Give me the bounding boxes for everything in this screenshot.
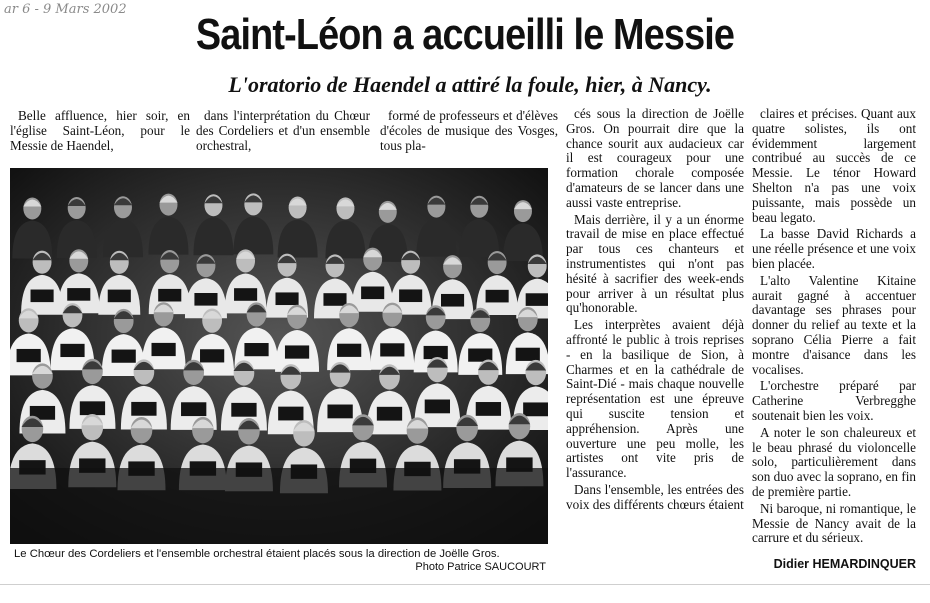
photo-caption: Le Chœur des Cordeliers et l'ensemble orchestral étaient placés sous la direction de Joëlle Gros. bbox=[14, 548, 500, 560]
paragraph: La basse David Richards a une réelle présence et une voix bien placée. bbox=[752, 226, 916, 271]
music-folder bbox=[231, 403, 256, 417]
music-folder bbox=[486, 290, 509, 303]
music-folder bbox=[441, 294, 464, 307]
music-folder bbox=[278, 407, 303, 421]
music-folder bbox=[17, 349, 41, 362]
music-folder bbox=[108, 290, 131, 303]
headline: Saint-Léon a accueilli le Messie bbox=[195, 10, 735, 59]
music-folder bbox=[244, 343, 268, 356]
music-folder bbox=[526, 293, 548, 306]
divider bbox=[0, 584, 930, 585]
article-column-5 bbox=[752, 107, 916, 546]
music-folder bbox=[152, 343, 176, 356]
photo-credit: Photo Patrice SAUCOURT bbox=[415, 561, 546, 573]
music-folder bbox=[67, 288, 90, 301]
choir-photo bbox=[10, 168, 548, 544]
author-signature: Didier HEMARDINQUER bbox=[773, 557, 916, 571]
music-folder bbox=[476, 402, 501, 416]
music-folder bbox=[377, 407, 402, 421]
music-folder bbox=[285, 345, 309, 358]
paragraph: L'orchestre préparé par Catherine Verbregghe soutenait bien les voix. bbox=[752, 378, 916, 423]
paragraph: L'alto Valentine Kitaine aurait gagné à accentuer davantage ses phrases pour donner du relief au texte et la soprano Célia Pierre a fait montre d'aisance dans les vocalises. bbox=[752, 272, 916, 377]
paragraph: Dans l'ensemble, les entrées des voix des différents chœurs étaient bbox=[566, 481, 744, 512]
music-folder bbox=[425, 400, 450, 414]
article-column-2 bbox=[196, 109, 370, 153]
music-folder bbox=[275, 292, 298, 305]
dateline: ar 6 - 9 Mars 2002 bbox=[4, 2, 127, 17]
article-column-1 bbox=[10, 109, 190, 153]
music-folder bbox=[327, 405, 352, 419]
music-folder bbox=[131, 402, 156, 416]
paragraph: cés sous la direction de Joëlle Gros. On pourrait dire que la chance sourit aux audacieux car il est courageux pour une formation chorale composée d'amateurs de se lancer dans une aussi vaste entreprise. bbox=[566, 106, 744, 210]
music-folder bbox=[200, 349, 224, 362]
paragraph: Mais derrière, il y a un énorme travail de mise en place effectué par tous ces chanteurs et instrumentistes qui n'ont pas hésité à sacrifier des week-ends pour arriver à un résultat plus qu'honorable. bbox=[566, 211, 744, 316]
paragraph: Ni baroque, ni romantique, le Messie de Nancy avait de la carrure et du sérieux. bbox=[752, 500, 916, 546]
article-column-3 bbox=[380, 109, 558, 153]
music-folder bbox=[60, 344, 84, 357]
choir-photo-illustration bbox=[10, 168, 548, 544]
music-folder bbox=[194, 293, 217, 306]
music-folder bbox=[380, 343, 404, 356]
music-folder bbox=[80, 401, 105, 415]
paragraph: Les interprètes avaient déjà affronté le public à trois reprises - en la basilique de Sion, à Charmes et en la cathédrale de Saint-Dié - mais chaque nouvelle représentation est une épreuve qui suscite tension et appréhension. Après une ouverture une peu molle, les artistes ont vite pris de l'assurance. bbox=[566, 317, 744, 481]
paragraph: formé de professeurs et d'élèves d'écoles de musique des Vosges, tous pla- bbox=[380, 108, 558, 153]
paragraph: Belle affluence, hier soir, en l'église Saint-Léon, pour le Messie de Haendel, bbox=[10, 108, 190, 153]
article-column-4 bbox=[566, 107, 744, 513]
music-folder bbox=[112, 350, 136, 363]
paragraph: dans l'interprétation du Chœur des Cordeliers et d'un ensemble orchestral, bbox=[196, 108, 370, 153]
paragraph: claires et précises. Quant aux quatre solistes, ils ont évidemment largement contribué au succès de ce Messie. Le ténor Howard Shelton n'a pas une voix puissante, mais possède un beau legato. bbox=[752, 106, 916, 225]
music-folder bbox=[399, 289, 422, 302]
music-folder bbox=[323, 293, 346, 306]
music-folder bbox=[234, 288, 257, 301]
music-folder bbox=[158, 289, 181, 302]
music-folder bbox=[516, 348, 540, 361]
subheadline: L'oratorio de Haendel a attiré la foule, hier, à Nancy. bbox=[228, 72, 712, 97]
music-folder bbox=[337, 344, 361, 357]
paragraph: A noter le son chaleureux et le beau phrasé du violoncelle solo, particulièrement dans son duo avec la soprano, en fin de première partie. bbox=[752, 424, 916, 499]
music-folder bbox=[31, 290, 54, 303]
music-folder bbox=[361, 286, 384, 299]
music-folder bbox=[181, 402, 206, 416]
music-folder bbox=[523, 402, 548, 416]
